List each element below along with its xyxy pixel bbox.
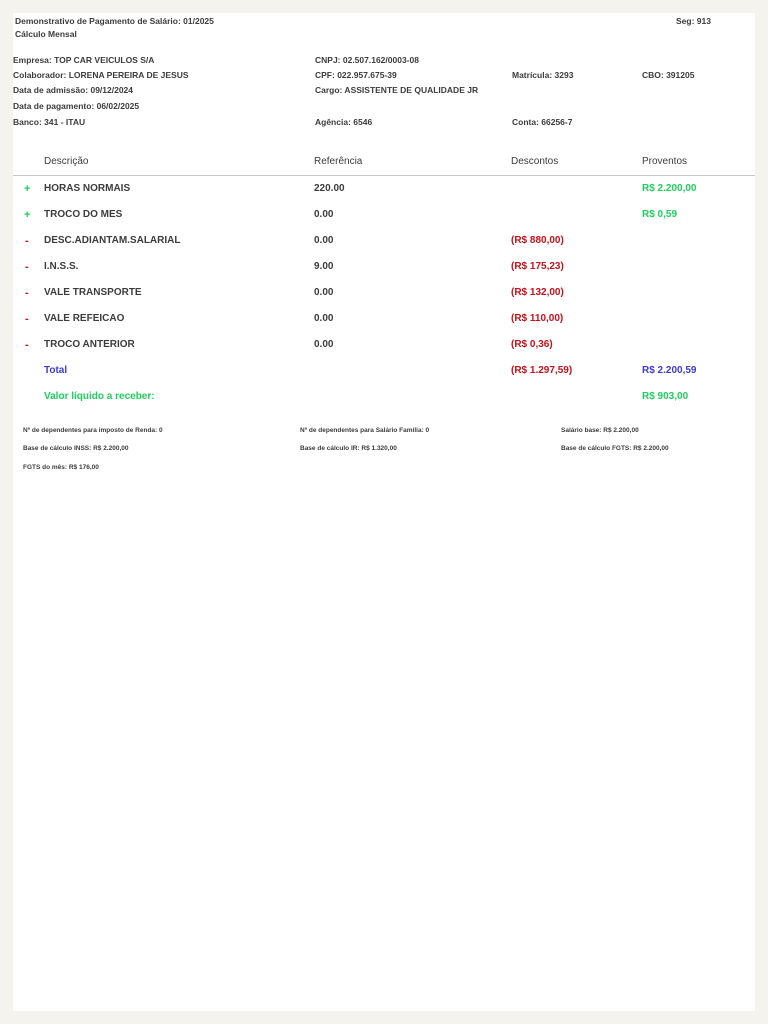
colaborador: Colaborador: LORENA PEREIRA DE JESUS xyxy=(13,70,189,80)
row-descontos: (R$ 0,36) xyxy=(511,339,553,350)
col-header-descontos: Descontos xyxy=(511,156,559,167)
col-header-descricao: Descrição xyxy=(44,156,89,167)
data-pagamento: Data de pagamento: 06/02/2025 xyxy=(13,101,140,111)
total-label: Total xyxy=(44,365,68,376)
row-descricao: VALE REFEICAO xyxy=(44,313,125,324)
col-header-proventos: Proventos xyxy=(642,156,688,167)
minus-sign: - xyxy=(25,235,29,247)
cbo: CBO: 391205 xyxy=(642,70,695,80)
dependentes-salario-familia: Nº de dependentes para Salário Família: 0 xyxy=(300,427,430,434)
conta: Conta: 66256-7 xyxy=(512,117,573,127)
base-ir: Base de cálculo IR: R$ 1.320,00 xyxy=(300,445,397,452)
row-proventos: R$ 2.200,00 xyxy=(642,183,697,194)
payslip-title: Demonstrativo de Pagamento de Salário: 01/2025 xyxy=(15,16,214,26)
fgts-mes: FGTS do mês: R$ 176,00 xyxy=(23,464,99,471)
row-referencia: 0.00 xyxy=(314,313,334,324)
minus-sign: - xyxy=(25,287,29,299)
payslip-subtitle: Cálculo Mensal xyxy=(15,29,77,39)
agencia: Agência: 6546 xyxy=(315,117,373,127)
plus-sign: + xyxy=(24,183,31,195)
header-divider xyxy=(13,175,755,176)
row-referencia: 220.00 xyxy=(314,183,345,194)
col-header-referencia: Referência xyxy=(314,156,363,167)
minus-sign: - xyxy=(25,339,29,351)
total-proventos: R$ 2.200,59 xyxy=(642,365,697,376)
seg-number: Seg: 913 xyxy=(676,16,711,26)
row-descricao: DESC.ADIANTAM.SALARIAL xyxy=(44,235,181,246)
row-descontos: (R$ 880,00) xyxy=(511,235,564,246)
cargo: Cargo: ASSISTENTE DE QUALIDADE JR xyxy=(315,85,479,95)
minus-sign: - xyxy=(25,313,29,325)
cpf: CPF: 022.957.675-39 xyxy=(315,70,397,80)
row-descricao: I.N.S.S. xyxy=(44,261,79,272)
row-descontos: (R$ 132,00) xyxy=(511,287,564,298)
row-referencia: 0.00 xyxy=(314,287,334,298)
row-descricao: TROCO DO MES xyxy=(44,209,123,220)
dependentes-ir: Nº de dependentes para imposto de Renda: 0 xyxy=(23,427,163,434)
base-fgts: Base de cálculo FGTS: R$ 2.200,00 xyxy=(561,445,669,452)
empresa: Empresa: TOP CAR VEICULOS S/A xyxy=(13,55,155,65)
salario-base: Salário base: R$ 2.200,00 xyxy=(561,427,639,434)
row-descontos: (R$ 110,00) xyxy=(511,313,564,324)
row-referencia: 0.00 xyxy=(314,235,334,246)
row-descricao: HORAS NORMAIS xyxy=(44,183,131,194)
base-inss: Base de cálculo INSS: R$ 2.200,00 xyxy=(23,445,129,452)
banco: Banco: 341 - ITAU xyxy=(13,117,86,127)
minus-sign: - xyxy=(25,261,29,273)
liquido-value: R$ 903,00 xyxy=(642,391,689,402)
row-referencia: 9.00 xyxy=(314,261,334,272)
plus-sign: + xyxy=(24,209,31,221)
total-descontos: (R$ 1.297,59) xyxy=(511,365,573,376)
row-descricao: VALE TRANSPORTE xyxy=(44,287,142,298)
row-descricao: TROCO ANTERIOR xyxy=(44,339,135,350)
liquido-label: Valor líquido a receber: xyxy=(44,391,155,402)
row-referencia: 0.00 xyxy=(314,209,334,220)
row-referencia: 0.00 xyxy=(314,339,334,350)
matricula: Matrícula: 3293 xyxy=(512,70,574,80)
data-admissao: Data de admissão: 09/12/2024 xyxy=(13,85,134,95)
row-descontos: (R$ 175,23) xyxy=(511,261,564,272)
row-proventos: R$ 0,59 xyxy=(642,209,678,220)
payslip-sheet xyxy=(13,13,755,1011)
cnpj: CNPJ: 02.507.162/0003-08 xyxy=(315,55,419,65)
